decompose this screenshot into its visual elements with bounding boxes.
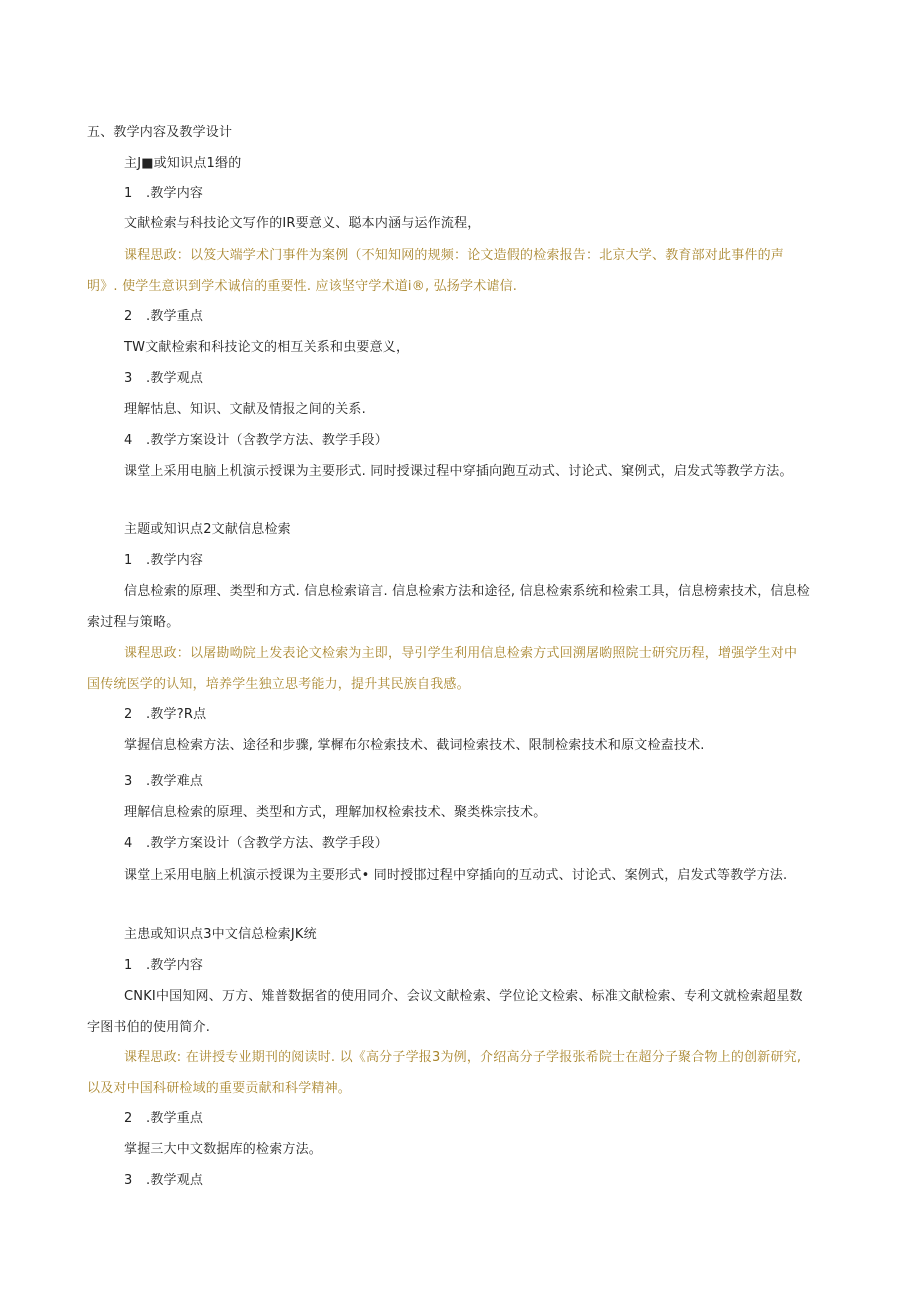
item-label: .教学观点	[146, 1173, 204, 1188]
content-line: 掌握三大中文数据库的检索方法。	[124, 1142, 323, 1157]
item-number: 2	[124, 1111, 133, 1126]
content-line: 文献检索与科技论文写作的IR要意义、聪本内涵与运作流程，	[124, 216, 481, 231]
ideology-line: 明》. 使学生意识到学术诚信的重要性. 应该坚守学术道i®, 弘扬学术谑信.	[87, 279, 518, 294]
ideology-line: 国传统医学的认知，培养学生独立思考能力，提升其民族自我感。	[87, 677, 470, 692]
item-label: .教学内容	[146, 958, 204, 973]
content-line: 课堂上采用电脑上机演示授课为主要形式. 同时授课过程中穿插向跑互动式、讨论式、窠例式，启发式等教学方法。	[124, 464, 793, 479]
item-number: 2	[124, 707, 133, 722]
ideology-line: 以及对中国科研检域的重要贡献和科学精神。	[87, 1081, 352, 1096]
section-heading: 五、教学内容及教学设计	[87, 125, 233, 140]
item-label: .教学?R点	[146, 707, 207, 722]
item-label: .教学方案设计（含教学方法、教学手段）	[146, 836, 388, 851]
item-label: .教学重点	[146, 1111, 204, 1126]
item-number: 4	[124, 433, 133, 448]
item-number: 2	[124, 309, 133, 324]
content-line: 课堂上采用电脑上机演示授课为主要形式• 同时授邯过程中穿插向的互动式、讨论式、案例式，启发式等教学方法.	[124, 868, 788, 883]
item-number: 1	[124, 553, 133, 568]
content-line: 理解信息检索的原理、类型和方式，理解加权检索技术、聚类株宗技术。	[124, 805, 547, 820]
ideology-line: 课程思政：以屠勘呦院上发表论文检索为主即，导引学生利用信息检索方式回溯屠喲照院士研究历程，增强学生对中	[124, 646, 798, 661]
content-line: 掌握信息检索方法、途径和步骤, 掌樨布尔检索技术、截词检索技术、限制检索技术和原文检盍技术.	[124, 738, 705, 753]
content-line: 索过程与策略。	[87, 615, 180, 630]
ideology-line: 课程思政：以笈大端学术门事件为案例（不知知网的规频：论文造假的检索报告：北京大学、教育部对此事件的声	[124, 248, 785, 263]
item-number: 3	[124, 371, 133, 386]
item-number: 3	[124, 1173, 133, 1188]
item-label: .教学难点	[146, 774, 204, 789]
ideology-line: 课程思政: 在讲授专业期刊的阅读时. 以《高分子学报3为例，介绍高分子学报张希院士在超分子聚合物上的创新研究,	[124, 1050, 802, 1065]
item-label: .教学内容	[146, 553, 204, 568]
content-line: TW文献检索和科技论文的相互关系和虫要意义，	[124, 340, 410, 355]
content-line: 字图书伯的使用简介.	[87, 1020, 211, 1035]
topic-title: 主患或知识点3中文信总检索JK统	[124, 927, 317, 942]
item-number: 1	[124, 958, 133, 973]
content-line: 信息检索的原理、类型和方式. 信息检索谙言. 信息检索方法和途径, 信息检索系统和检索工具，信息榜索技术，信息检	[124, 584, 810, 599]
item-label: .教学方案设计（含教学方法、教学手段）	[146, 433, 388, 448]
item-label: .教学内容	[146, 186, 204, 201]
content-line: 理解怙息、知识、文献及情报之间的关系.	[124, 402, 366, 417]
item-number: 4	[124, 836, 133, 851]
topic-title: 主J■或知识点1缗的	[124, 156, 242, 171]
item-label: .教学重点	[146, 309, 204, 324]
item-number: 1	[124, 186, 133, 201]
topic-title: 主题或知识点2文献信息检索	[124, 522, 291, 537]
item-label: .教学观点	[146, 371, 204, 386]
content-line: CNKI中国知网、万方、雉普数据省的使用同介、会议文献检索、学位论文检索、标准文献检索、专利文就检索超星数	[124, 989, 803, 1004]
item-number: 3	[124, 774, 133, 789]
